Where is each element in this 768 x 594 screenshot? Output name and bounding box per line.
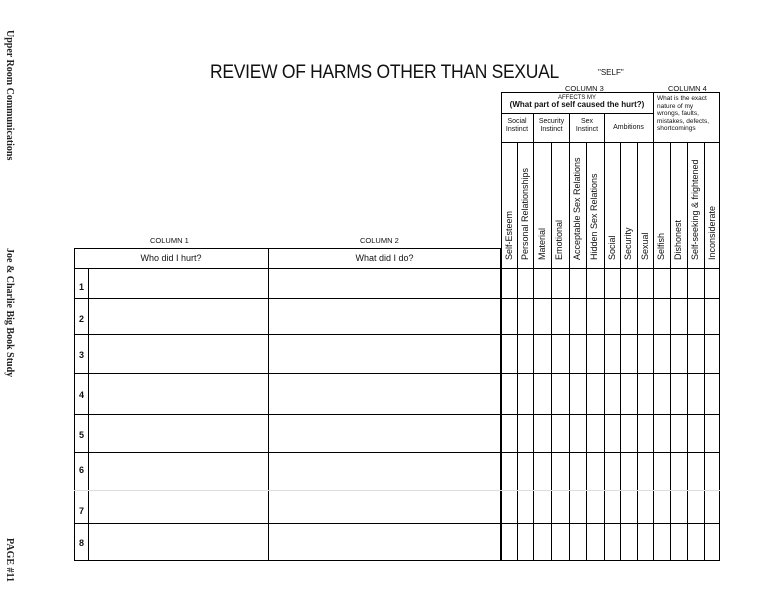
item-security: Security <box>623 227 633 260</box>
row-number: 4 <box>79 390 85 400</box>
row-line <box>74 523 501 524</box>
sidebar-page: PAGE #11 <box>4 538 15 582</box>
group-divider <box>533 113 534 561</box>
group-divider <box>604 113 605 561</box>
item-acceptable-sex: Acceptable Sex Relations <box>572 157 582 260</box>
column1-header: Who did I hurt? <box>140 253 202 263</box>
row-line <box>501 268 720 269</box>
column4-question: What is the exact nature of my wrongs, faults, mistakes, defects, shortcomings <box>657 95 710 132</box>
sidebar-study: Joe & Charlie Big Book Study <box>4 248 15 378</box>
row-line <box>501 452 720 453</box>
item-selfish: Selfish <box>656 232 666 260</box>
row-line <box>501 523 720 524</box>
main-table-frame <box>74 248 501 561</box>
group-social: Social Instinct <box>505 118 529 133</box>
item-self-esteem: Self-Esteem <box>504 210 514 260</box>
item-social: Social <box>607 235 617 260</box>
column3-affects: AFFECTS MY <box>557 95 596 101</box>
row-number: 5 <box>79 430 85 440</box>
item-sexual: Sexual <box>640 232 650 260</box>
row-line <box>74 334 501 335</box>
item-self-seeking: Self-seeking & frightened <box>690 159 700 260</box>
row-number: 8 <box>79 538 85 548</box>
item-divider <box>551 142 552 561</box>
row-number: 7 <box>79 506 85 516</box>
item-divider <box>517 142 518 561</box>
row-line <box>74 414 501 415</box>
item-divider <box>687 142 688 561</box>
column3-question: (What part of self caused the hurt?) <box>509 100 645 109</box>
item-divider <box>586 142 587 561</box>
group-sex: Sex Instinct <box>575 118 599 133</box>
group-ambitions: Ambitions <box>613 124 644 131</box>
item-emotional: Emotional <box>554 219 564 260</box>
header-divider <box>74 268 501 269</box>
row-line <box>501 373 720 374</box>
column2-label: COLUMN 2 <box>360 236 399 245</box>
item-divider <box>620 142 621 561</box>
item-divider <box>704 142 705 561</box>
column3-label: COLUMN 3 <box>565 84 604 93</box>
row-number: 6 <box>79 465 85 475</box>
item-personal-relationships: Personal Relationships <box>520 167 530 260</box>
column3-question-divider <box>501 113 653 114</box>
row-line <box>74 373 501 374</box>
column4-label: COLUMN 4 <box>668 84 707 93</box>
group-divider <box>569 113 570 561</box>
row-line <box>501 490 720 491</box>
item-dishonest: Dishonest <box>673 219 683 260</box>
row-line <box>74 452 501 453</box>
column1-label: COLUMN 1 <box>150 236 189 245</box>
row-line <box>74 298 501 299</box>
row-number: 3 <box>79 350 85 360</box>
group-security: Security Instinct <box>538 118 565 133</box>
item-divider <box>670 142 671 561</box>
sidebar-org: Upper Room Communications <box>4 30 15 161</box>
item-divider <box>637 142 638 561</box>
item-hidden-sex: Hidden Sex Relations <box>589 173 599 260</box>
item-inconsiderate: Inconsiderate <box>707 205 717 260</box>
row-number: 1 <box>79 282 85 292</box>
self-tag: "SELF" <box>598 68 624 77</box>
item-material: Material <box>537 227 547 260</box>
row-number: 2 <box>79 314 85 324</box>
column2-header: What did I do? <box>355 253 414 263</box>
column-divider <box>268 248 269 561</box>
row-line <box>501 298 720 299</box>
row-line <box>501 334 720 335</box>
page-title: REVIEW OF HARMS OTHER THAN SEXUAL <box>210 62 559 83</box>
row-line <box>74 490 501 491</box>
row-line <box>501 414 720 415</box>
